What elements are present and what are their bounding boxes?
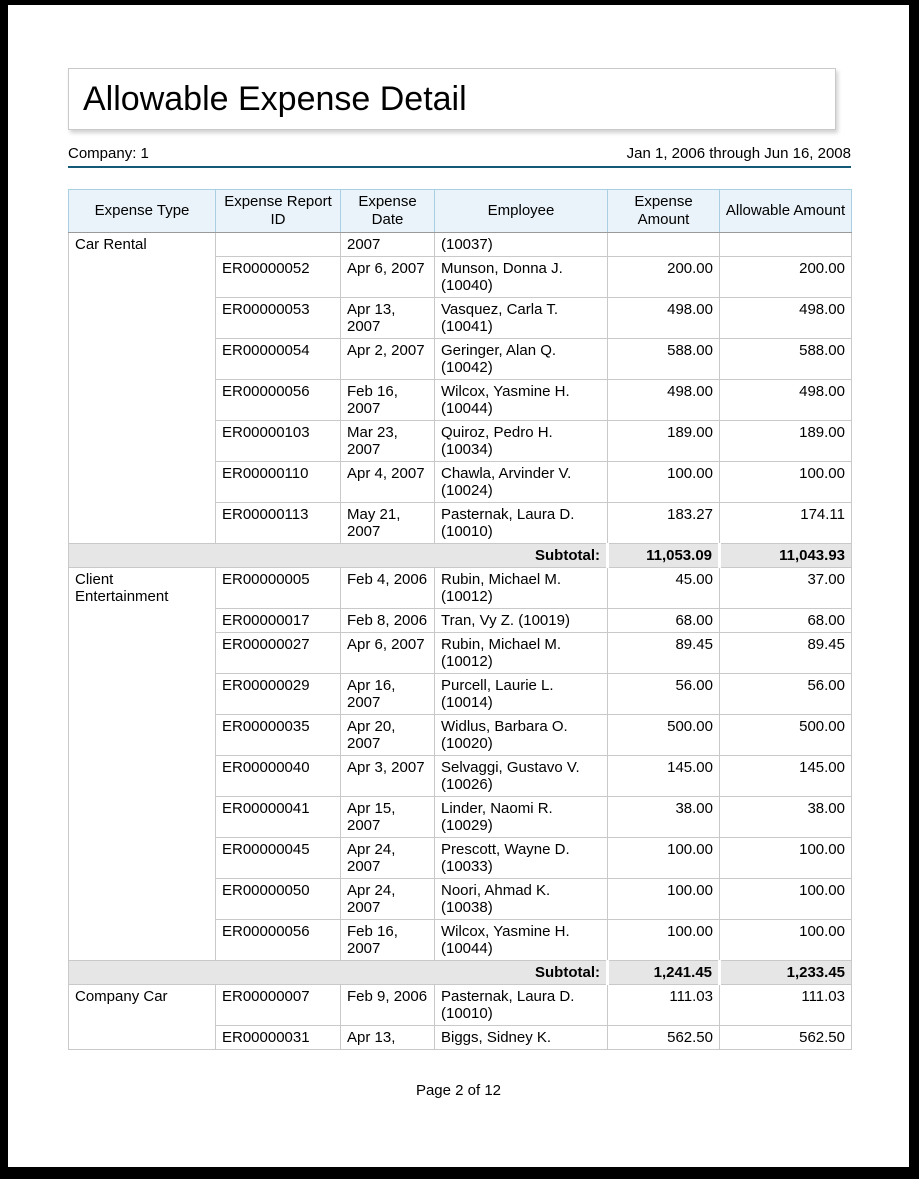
expense-amount-cell: 89.45 — [608, 633, 720, 674]
employee-line1: Chawla, Arvinder V. — [441, 465, 572, 482]
employee-line1: Geringer, Alan Q. — [441, 342, 557, 359]
report-title-box — [68, 68, 836, 130]
report-id-cell: ER00000027 — [216, 633, 341, 674]
expense-date-cell — [341, 715, 435, 756]
employee-line2: (10034) — [441, 441, 493, 458]
table-row — [69, 568, 852, 609]
expense-date-cell — [341, 462, 435, 503]
expense-amount-cell: 498.00 — [608, 298, 720, 339]
expense-table — [68, 189, 852, 1050]
employee-line2: (10010) — [441, 523, 493, 540]
allowable-amount-cell — [720, 233, 852, 257]
expense-amount-cell: 100.00 — [608, 920, 720, 961]
report-id-cell: ER00000103 — [216, 421, 341, 462]
allowable-amount-cell: 145.00 — [720, 756, 852, 797]
expense-amount-cell: 498.00 — [608, 380, 720, 421]
allowable-amount-cell: 56.00 — [720, 674, 852, 715]
subtotal-allowable-amount: 1,233.45 — [720, 961, 852, 985]
allowable-amount-cell: 588.00 — [720, 339, 852, 380]
report-id-cell: ER00000007 — [216, 985, 341, 1026]
expense-date-line1: Apr 24, — [347, 882, 396, 899]
expense-amount-cell: 500.00 — [608, 715, 720, 756]
expense-date-line1: Apr 2, 2007 — [347, 342, 425, 359]
report-page — [8, 5, 909, 1167]
expense-date-cell — [341, 503, 435, 544]
employee-cell — [435, 233, 608, 257]
page-title: Allowable Expense Detail — [83, 79, 467, 118]
expense-date-line1: Feb 8, 2006 — [347, 612, 428, 629]
report-id-cell: ER00000029 — [216, 674, 341, 715]
expense-amount-cell: 68.00 — [608, 609, 720, 633]
expense-amount-cell: 45.00 — [608, 568, 720, 609]
report-id-cell: ER00000056 — [216, 380, 341, 421]
expense-table-body — [69, 233, 852, 1050]
allowable-amount-cell: 189.00 — [720, 421, 852, 462]
expense-date-line2: 2007 — [347, 400, 381, 417]
employee-line1: Munson, Donna J. — [441, 260, 563, 277]
report-id-cell: ER00000017 — [216, 609, 341, 633]
expense-amount-cell: 200.00 — [608, 257, 720, 298]
expense-date-line1: Apr 24, — [347, 841, 396, 858]
expense-amount-cell: 189.00 — [608, 421, 720, 462]
employee-line2: (10010) — [441, 1005, 493, 1022]
expense-date-cell — [341, 797, 435, 838]
report-id-cell: ER00000035 — [216, 715, 341, 756]
employee-cell — [435, 568, 608, 609]
employee-line1: Tran, Vy Z. (10019) — [441, 612, 570, 629]
expense-date-line2: 2007 — [347, 899, 381, 916]
expense-type-cell: Client Entertainment — [69, 568, 216, 961]
expense-date-cell — [341, 380, 435, 421]
table-row — [69, 985, 852, 1026]
expense-amount-cell: 588.00 — [608, 339, 720, 380]
expense-date-line2: 2007 — [347, 858, 381, 875]
company-label: Company: 1 — [68, 145, 149, 162]
expense-date-line1: Apr 13, — [347, 1029, 396, 1046]
column-header-expense-type: Expense Type — [69, 190, 216, 233]
expense-type-cell: Car Rental — [69, 233, 216, 544]
employee-line2: (10044) — [441, 940, 493, 957]
employee-line2: (10042) — [441, 359, 493, 376]
employee-cell — [435, 633, 608, 674]
report-meta-row — [68, 145, 851, 163]
employee-line1: Purcell, Laurie L. — [441, 677, 554, 694]
expense-date-line2: 2007 — [347, 940, 381, 957]
employee-line1: Widlus, Barbara O. — [441, 718, 568, 735]
employee-line2: (10033) — [441, 858, 493, 875]
expense-amount-cell: 38.00 — [608, 797, 720, 838]
report-id-cell: ER00000045 — [216, 838, 341, 879]
expense-date-line1: Apr 15, — [347, 800, 396, 817]
report-id-cell — [216, 233, 341, 257]
expense-date-cell — [341, 838, 435, 879]
allowable-amount-cell: 500.00 — [720, 715, 852, 756]
report-id-cell: ER00000040 — [216, 756, 341, 797]
allowable-amount-cell: 111.03 — [720, 985, 852, 1026]
allowable-amount-cell: 100.00 — [720, 920, 852, 961]
allowable-amount-cell: 498.00 — [720, 380, 852, 421]
allowable-amount-cell: 100.00 — [720, 879, 852, 920]
column-header-expense-amount: Expense Amount — [608, 190, 720, 233]
expense-amount-cell: 145.00 — [608, 756, 720, 797]
employee-cell — [435, 715, 608, 756]
allowable-amount-cell: 100.00 — [720, 838, 852, 879]
expense-amount-cell: 562.50 — [608, 1026, 720, 1050]
expense-date-cell — [341, 756, 435, 797]
employee-line2: (10024) — [441, 482, 493, 499]
subtotal-label: Subtotal: — [69, 544, 608, 568]
employee-line2: (10026) — [441, 776, 493, 793]
expense-date-cell — [341, 1026, 435, 1050]
expense-date-cell — [341, 920, 435, 961]
expense-date-cell — [341, 233, 435, 257]
employee-line2: (10041) — [441, 318, 493, 335]
expense-amount-cell: 100.00 — [608, 838, 720, 879]
expense-date-line1: Apr 3, 2007 — [347, 759, 425, 776]
employee-cell — [435, 756, 608, 797]
employee-cell — [435, 838, 608, 879]
expense-date-cell — [341, 421, 435, 462]
expense-date-line2: 2007 — [347, 735, 381, 752]
allowable-amount-cell: 498.00 — [720, 298, 852, 339]
expense-date-line2: 2007 — [347, 318, 381, 335]
subtotal-allowable-amount: 11,043.93 — [720, 544, 852, 568]
employee-cell — [435, 421, 608, 462]
expense-date-cell — [341, 568, 435, 609]
accent-rule — [68, 166, 851, 168]
employee-line1: Pasternak, Laura D. — [441, 506, 575, 523]
employee-cell — [435, 380, 608, 421]
expense-date-line1: Apr 4, 2007 — [347, 465, 425, 482]
employee-line2: (10038) — [441, 899, 493, 916]
employee-line1: Noori, Ahmad K. — [441, 882, 551, 899]
expense-date-line1: Apr 16, — [347, 677, 396, 694]
report-id-cell: ER00000053 — [216, 298, 341, 339]
subtotal-expense-amount: 1,241.45 — [608, 961, 720, 985]
employee-line1: Pasternak, Laura D. — [441, 988, 575, 1005]
employee-cell — [435, 674, 608, 715]
expense-date-line1: Apr 13, — [347, 301, 396, 318]
allowable-amount-cell: 38.00 — [720, 797, 852, 838]
expense-date-line1: Feb 9, 2006 — [347, 988, 428, 1005]
expense-date-line2: 2007 — [347, 441, 381, 458]
employee-cell — [435, 985, 608, 1026]
employee-line2: (10012) — [441, 588, 493, 605]
employee-line1: (10037) — [441, 236, 493, 253]
employee-line1: Wilcox, Yasmine H. — [441, 923, 570, 940]
expense-date-cell — [341, 633, 435, 674]
employee-line2: (10020) — [441, 735, 493, 752]
column-header-employee: Employee — [435, 190, 608, 233]
subtotal-expense-amount: 11,053.09 — [608, 544, 720, 568]
allowable-amount-cell: 89.45 — [720, 633, 852, 674]
employee-line1: Quiroz, Pedro H. — [441, 424, 553, 441]
subtotal-row — [69, 961, 852, 985]
allowable-amount-cell: 200.00 — [720, 257, 852, 298]
allowable-amount-cell: 37.00 — [720, 568, 852, 609]
expense-date-cell — [341, 257, 435, 298]
report-id-cell: ER00000031 — [216, 1026, 341, 1050]
employee-line2: (10012) — [441, 653, 493, 670]
expense-date-cell — [341, 609, 435, 633]
expense-amount-cell — [608, 233, 720, 257]
employee-line1: Biggs, Sidney K. — [441, 1029, 552, 1046]
report-id-cell: ER00000054 — [216, 339, 341, 380]
employee-cell — [435, 920, 608, 961]
table-row — [69, 233, 852, 257]
employee-line1: Wilcox, Yasmine H. — [441, 383, 570, 400]
expense-date-line2: 2007 — [347, 694, 381, 711]
expense-date-cell — [341, 985, 435, 1026]
report-id-cell: ER00000110 — [216, 462, 341, 503]
expense-date-cell — [341, 339, 435, 380]
employee-cell — [435, 503, 608, 544]
expense-date-line1: Apr 6, 2007 — [347, 260, 425, 277]
expense-date-cell — [341, 879, 435, 920]
subtotal-label: Subtotal: — [69, 961, 608, 985]
employee-cell — [435, 339, 608, 380]
employee-cell — [435, 1026, 608, 1050]
report-id-cell: ER00000050 — [216, 879, 341, 920]
expense-date-line1: Feb 16, — [347, 923, 398, 940]
expense-date-line1: Apr 20, — [347, 718, 396, 735]
expense-date-line1: Mar 23, — [347, 424, 398, 441]
expense-date-line1: Feb 16, — [347, 383, 398, 400]
employee-line1: Selvaggi, Gustavo V. — [441, 759, 580, 776]
employee-cell — [435, 462, 608, 503]
expense-date-cell — [341, 298, 435, 339]
employee-line2: (10044) — [441, 400, 493, 417]
employee-cell — [435, 797, 608, 838]
employee-cell — [435, 257, 608, 298]
expense-amount-cell: 56.00 — [608, 674, 720, 715]
report-id-cell: ER00000113 — [216, 503, 341, 544]
allowable-amount-cell: 174.11 — [720, 503, 852, 544]
expense-date-line1: Apr 6, 2007 — [347, 636, 425, 653]
date-range: Jan 1, 2006 through Jun 16, 2008 — [626, 145, 851, 162]
report-id-cell: ER00000005 — [216, 568, 341, 609]
employee-line2: (10029) — [441, 817, 493, 834]
employee-line1: Prescott, Wayne D. — [441, 841, 570, 858]
expense-amount-cell: 100.00 — [608, 879, 720, 920]
employee-line1: Vasquez, Carla T. — [441, 301, 559, 318]
expense-date-line2: 2007 — [347, 523, 381, 540]
report-id-cell: ER00000041 — [216, 797, 341, 838]
expense-type-cell: Company Car — [69, 985, 216, 1050]
subtotal-row — [69, 544, 852, 568]
expense-date-line1: Feb 4, 2006 — [347, 571, 428, 588]
expense-date-line2: 2007 — [347, 817, 381, 834]
expense-date-line1: 2007 — [347, 236, 381, 253]
report-id-cell: ER00000056 — [216, 920, 341, 961]
expense-amount-cell: 111.03 — [608, 985, 720, 1026]
header-row — [69, 190, 852, 233]
allowable-amount-cell: 562.50 — [720, 1026, 852, 1050]
employee-line2: (10040) — [441, 277, 493, 294]
column-header-allowable-amount: Allowable Amount — [720, 190, 852, 233]
allowable-amount-cell: 100.00 — [720, 462, 852, 503]
page-number: Page 2 of 12 — [415, 1082, 502, 1099]
report-id-cell: ER00000052 — [216, 257, 341, 298]
expense-table-header — [69, 190, 852, 233]
expense-amount-cell: 183.27 — [608, 503, 720, 544]
column-header-expense-date: Expense Date — [341, 190, 435, 233]
employee-cell — [435, 879, 608, 920]
employee-cell — [435, 298, 608, 339]
expense-amount-cell: 100.00 — [608, 462, 720, 503]
employee-line1: Rubin, Michael M. — [441, 636, 562, 653]
column-header-report-id: Expense Report ID — [216, 190, 341, 233]
employee-cell — [435, 609, 608, 633]
allowable-amount-cell: 68.00 — [720, 609, 852, 633]
employee-line1: Linder, Naomi R. — [441, 800, 553, 817]
expense-date-line1: May 21, — [347, 506, 401, 523]
expense-date-cell — [341, 674, 435, 715]
employee-line1: Rubin, Michael M. — [441, 571, 562, 588]
employee-line2: (10014) — [441, 694, 493, 711]
